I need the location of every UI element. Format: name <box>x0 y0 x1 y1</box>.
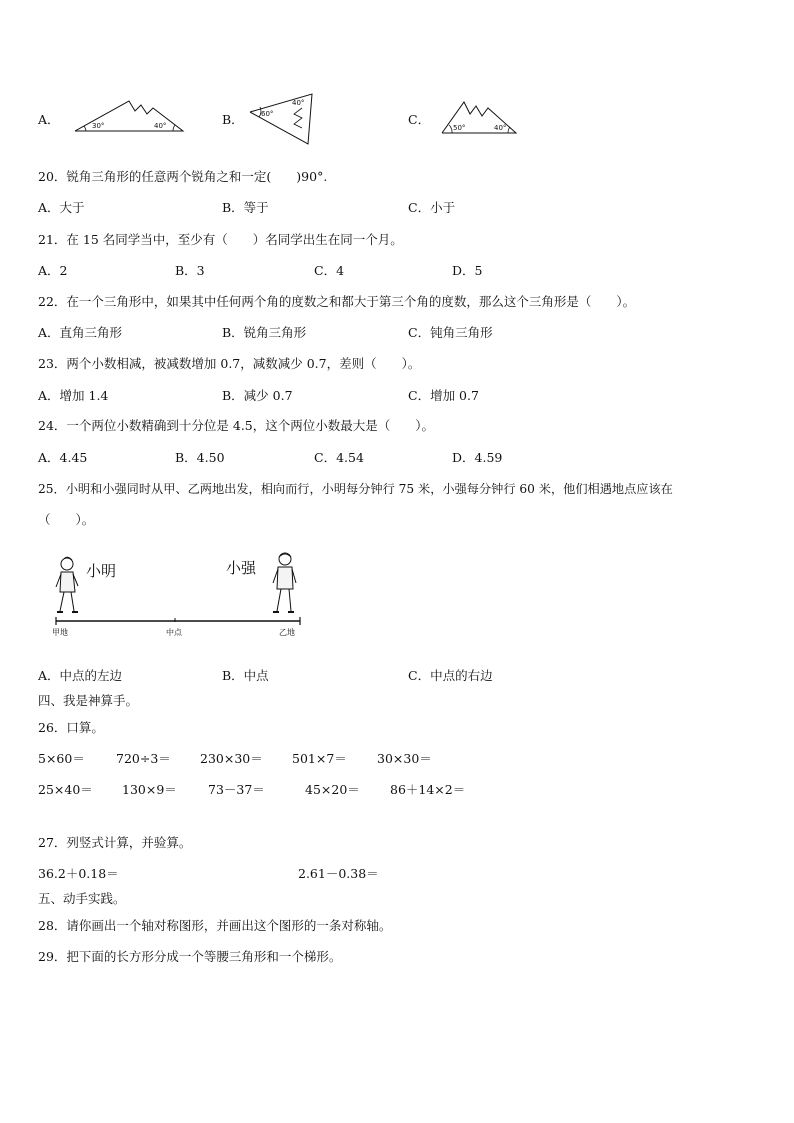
q26-row2-item4: 45×20＝ <box>305 782 360 797</box>
q21-option-d: D．5 <box>452 263 483 278</box>
q20-option-b: B．等于 <box>222 200 269 215</box>
xiaoqiang-walker-icon <box>273 553 296 612</box>
q19-a-angle1-label: 30° <box>92 122 105 130</box>
q26-row1-item4: 501×7＝ <box>292 751 347 766</box>
q29-text: 29．把下面的长方形分成一个等腰三角形和一个梯形。 <box>38 949 342 964</box>
q26-row1-item5: 30×30＝ <box>377 751 432 766</box>
q24-option-b: B．4.50 <box>175 450 225 465</box>
q20-option-a: A．大于 <box>38 200 85 215</box>
xiaoqiang-label: 小强 <box>226 559 257 577</box>
q20-option-c: C．小于 <box>408 200 456 215</box>
q24-option-a: A．4.45 <box>38 450 88 465</box>
q19-a-angle2-label: 40° <box>154 122 167 130</box>
q25-text-line1: 25．小明和小强同时从甲、乙两地出发，相向而行，小明每分钟行 75 米，小强每分钟行 60 米，他们相遇地点应该在 <box>38 482 673 496</box>
q19-b-angle1-label: 60° <box>261 110 274 118</box>
q26-row2-item2: 130×9＝ <box>122 782 177 797</box>
q27-title: 27．列竖式计算，并验算。 <box>38 835 192 850</box>
q19-c-angle1-label: 50° <box>453 124 466 132</box>
q21-option-a: A．2 <box>38 263 68 278</box>
q27-item2: 2.61－0.38＝ <box>298 866 379 881</box>
xiaoming-walker-icon <box>56 557 78 612</box>
q27-item1: 36.2＋0.18＝ <box>38 866 119 881</box>
q24-text: 24．一个两位小数精确到十分位是 4.5，这个两位小数最大是（ ）。 <box>38 418 435 433</box>
q28-text: 28．请你画出一个轴对称图形，并画出这个图形的一条对称轴。 <box>38 918 392 933</box>
q24-option-d: D．4.59 <box>452 450 503 465</box>
q25-option-a: A．中点的左边 <box>38 668 123 683</box>
meeting-walk-figure <box>50 545 310 640</box>
q19-b-angle2-label: 40° <box>292 99 305 107</box>
q21-option-c: C．4 <box>314 263 345 278</box>
q23-option-a: A．增加 1.4 <box>38 388 109 403</box>
torn-triangle-a-figure <box>72 96 187 136</box>
point-midpoint-label: 中点 <box>166 628 182 637</box>
q26-row1-item1: 5×60＝ <box>38 751 85 766</box>
q21-option-b: B．3 <box>175 263 205 278</box>
q24-option-c: C．4.54 <box>314 450 364 465</box>
q22-option-a: A．直角三角形 <box>38 325 123 340</box>
q20-text: 20．锐角三角形的任意两个锐角之和一定( )90°. <box>38 169 328 184</box>
point-jia-label: 甲地 <box>52 628 68 637</box>
q23-text: 23．两个小数相减，被减数增加 0.7，减数减少 0.7，差则（ ）。 <box>38 356 421 371</box>
point-yi-label: 乙地 <box>279 628 295 637</box>
q19-option-b-letter: B． <box>222 112 244 127</box>
q26-title: 26．口算。 <box>38 720 104 735</box>
section-4-heading: 四、我是神算手。 <box>38 693 139 708</box>
section-5-heading: 五、动手实践。 <box>38 891 126 906</box>
q19-option-c-letter: C． <box>408 112 431 127</box>
q19-c-angle2-label: 40° <box>494 124 507 132</box>
q26-row2-item3: 73－37＝ <box>208 782 265 797</box>
q19-option-a-letter: A． <box>38 112 60 127</box>
q26-row1-item3: 230×30＝ <box>200 751 263 766</box>
xiaoming-label: 小明 <box>86 562 117 580</box>
q25-option-b: B．中点 <box>222 668 269 683</box>
q23-option-b: B．减少 0.7 <box>222 388 293 403</box>
q21-text: 21．在 15 名同学当中，至少有（ ）名同学出生在同一个月。 <box>38 232 403 247</box>
q25-option-c: C．中点的右边 <box>408 668 493 683</box>
q22-option-b: B．锐角三角形 <box>222 325 307 340</box>
q22-text: 22．在一个三角形中，如果其中任何两个角的度数之和都大于第三个角的度数，那么这个三角形是（ ）。 <box>38 294 636 309</box>
q26-row2-item1: 25×40＝ <box>38 782 93 797</box>
q26-row1-item2: 720÷3＝ <box>116 751 171 766</box>
torn-triangle-b-figure <box>246 90 318 146</box>
q23-option-c: C．增加 0.7 <box>408 388 479 403</box>
q26-row2-item5: 86＋14×2＝ <box>390 782 466 797</box>
q22-option-c: C．钝角三角形 <box>408 325 493 340</box>
q25-text-line2: （ ）。 <box>38 512 95 527</box>
torn-triangle-c-figure <box>438 96 522 138</box>
